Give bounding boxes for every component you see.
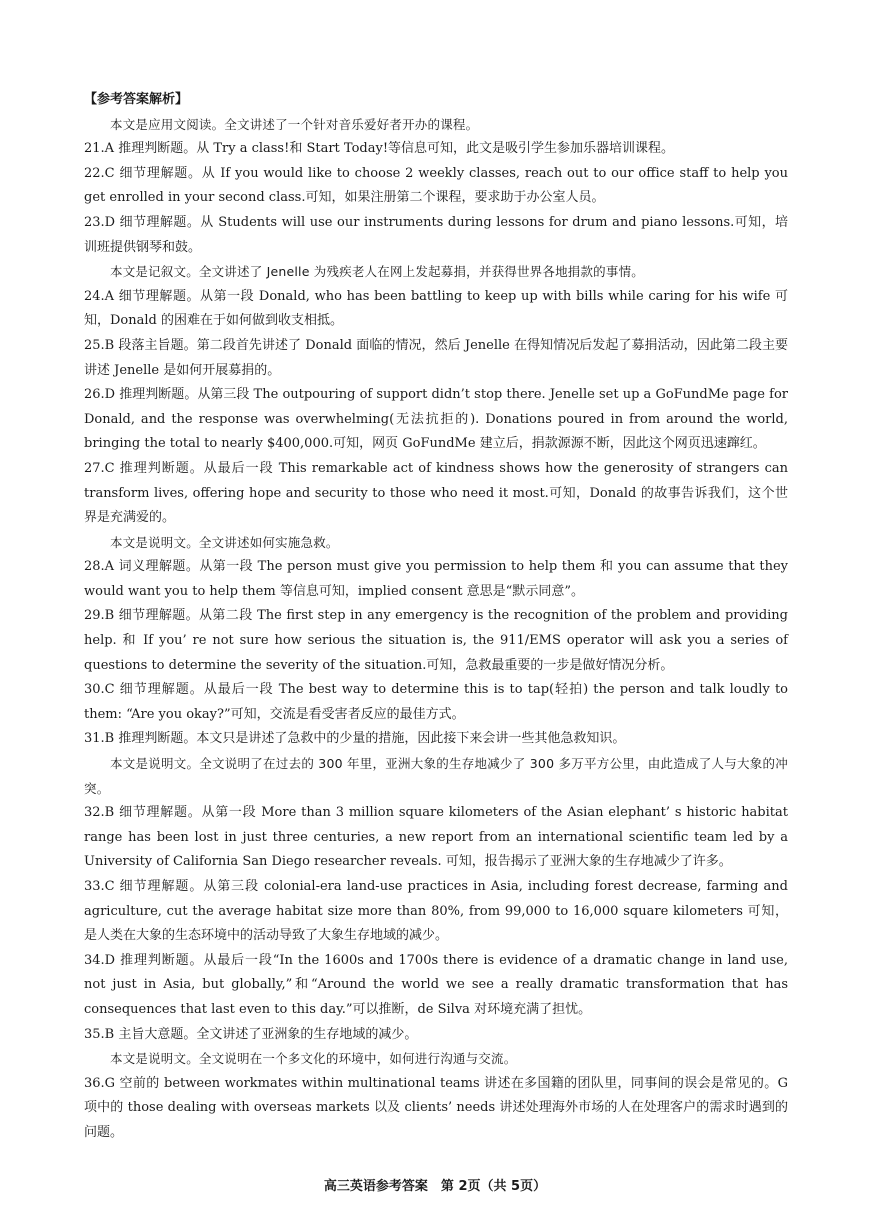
passage-intro: 本文是说明文。全文说明了在过去的 300 年里，亚洲大象的生存地减少了 300 多万平方公里，由此造成了人与大象的冲突。 (84, 756, 788, 796)
page-footer: 高三英语参考答案 第 2页（共 5页） (323, 1179, 547, 1194)
passage-intro: 本文是记叙文。全文讲述了 Jenelle 为残疾老人在网上发起募捐，并获得世界各地捐款的事情。 (110, 264, 644, 280)
answer-27: 27.C 推理判断题。从最后一段 This remarkable act of kindness shows how the generosity of strangers can transform lives, offering hope and security to those who need it most.可知，Donald 的故事告诉我们，这个世界是充满爱的。 (84, 460, 788, 526)
answer-36: 36.G 空前的 between workmates within multinational teams 讲述在多国籍的团队里，同事间的误会是常见的。G 项中的 those dealing with overseas markets 以及 clients’ needs 讲述处理海外市场的人在处理客户的需求时遇到的问题。 (84, 1075, 788, 1140)
answer-21: 21.A 推理判断题。从 Try a class!和 Start Today!等信息可知，此文是吸引学生参加乐器培训课程。 (84, 141, 675, 157)
passage-intro: 本文是说明文。全文讲述如何实施急救。 (110, 534, 339, 550)
answer-33: 33.C 细节理解题。从第三段 colonial-era land-use practices in Asia, including forest decrease, farming and agriculture, cut the average habitat size more than 80%, from 99,000 to 16,000 square kilometers 可知，是人类在大象的生态环境中的活动导致了大象生存地域的减少。 (84, 879, 788, 944)
answer-34: 34.D 推理判断题。从最后一段“In the 1600s and 1700s there is evidence of a dramatic change in land use, not just in Asia, but globally,”和“Around the world we see a really dramatic transformation that has consequences that last even to this day.”可以推断，de Silva 对环境充满了担忧。 (84, 952, 788, 1017)
answer-22: 22.C 细节理解题。从 If you would like to choose 2 weekly classes, reach out to our office staff to help you get enrolled in your second class.可知，如果注册第二个课程，要求助于办公室人员。 (84, 165, 788, 206)
answer-24: 24.A 细节理解题。从第一段 Donald, who has been battling to keep up with bills while caring for his wife 可知，Donald 的困难在于如何做到收支相抵。 (84, 288, 788, 329)
answer-35: 35.B 主旨大意题。全文讲述了亚洲象的生存地域的减少。 (84, 1026, 418, 1042)
answer-28: 28.A 词义理解题。从第一段 The person must give you permission to help them 和 you can assume that they would want you to help them 等信息可知，implied consent 意思是“默示同意”。 (84, 559, 788, 599)
answer-section (84, 88, 788, 1146)
answer-30: 30.C 细节理解题。从最后一段 The best way to determine this is to tap(轻拍) the person and talk loudly to them: “Are you okay?”可知，交流是看受害者反应的最佳方式。 (84, 682, 788, 722)
answer-31: 31.B 推理判断题。本文只是讲述了急救中的少量的措施，因此接下来会讲一些其他急救知识。 (84, 731, 626, 747)
answer-29: 29.B 细节理解题。从第二段 The first step in any emergency is the recognition of the problem and providing help. 和 If you’ re not sure how serious the situation is, the 911/EMS operator will ask you a series of questions to determine the severity of the situation.可知，急救最重要的一步是做好情况分析。 (84, 608, 788, 673)
passage-intro: 本文是说明文。全文说明在一个多文化的环境中，如何进行沟通与交流。 (110, 1051, 517, 1067)
answer-23: 23.D 细节理解题。从 Students will use our instruments during lessons for drum and piano lessons.可知，培训班提供钢琴和鼓。 (84, 214, 788, 255)
answer-32: 32.B 细节理解题。从第一段 More than 3 million square kilometers of the Asian elephant’ s historic habitat range has been lost in just three centuries, a new report from an international scientific team led by a University of California San Diego researcher reveals. 可知，报告揭示了亚洲大象的生存地减少了许多。 (84, 805, 788, 870)
passage-intro: 本文是应用文阅读。全文讲述了一个针对音乐爱好者开办的课程。 (110, 116, 479, 132)
answer-25: 25.B 段落主旨题。第二段首先讲述了 Donald 面临的情况，然后 Jenelle 在得知情况后发起了募捐活动，因此第二段主要讲述 Jenelle 是如何开展募捐的。 (84, 337, 788, 378)
answer-26: 26.D 推理判断题。从第三段 The outpouring of support didn’t stop there. Jenelle set up a GoFundMe page for Donald, and the response was overwhelming(无法抗拒的). Donations poured in from around the world, bringing the total to nearly $400,000.可知，网页 GoFundMe 建立后，捐款源源不断，因此这个网页迅速蹿红。 (84, 387, 788, 452)
section-heading: 【参考答案解析】 (84, 92, 189, 107)
